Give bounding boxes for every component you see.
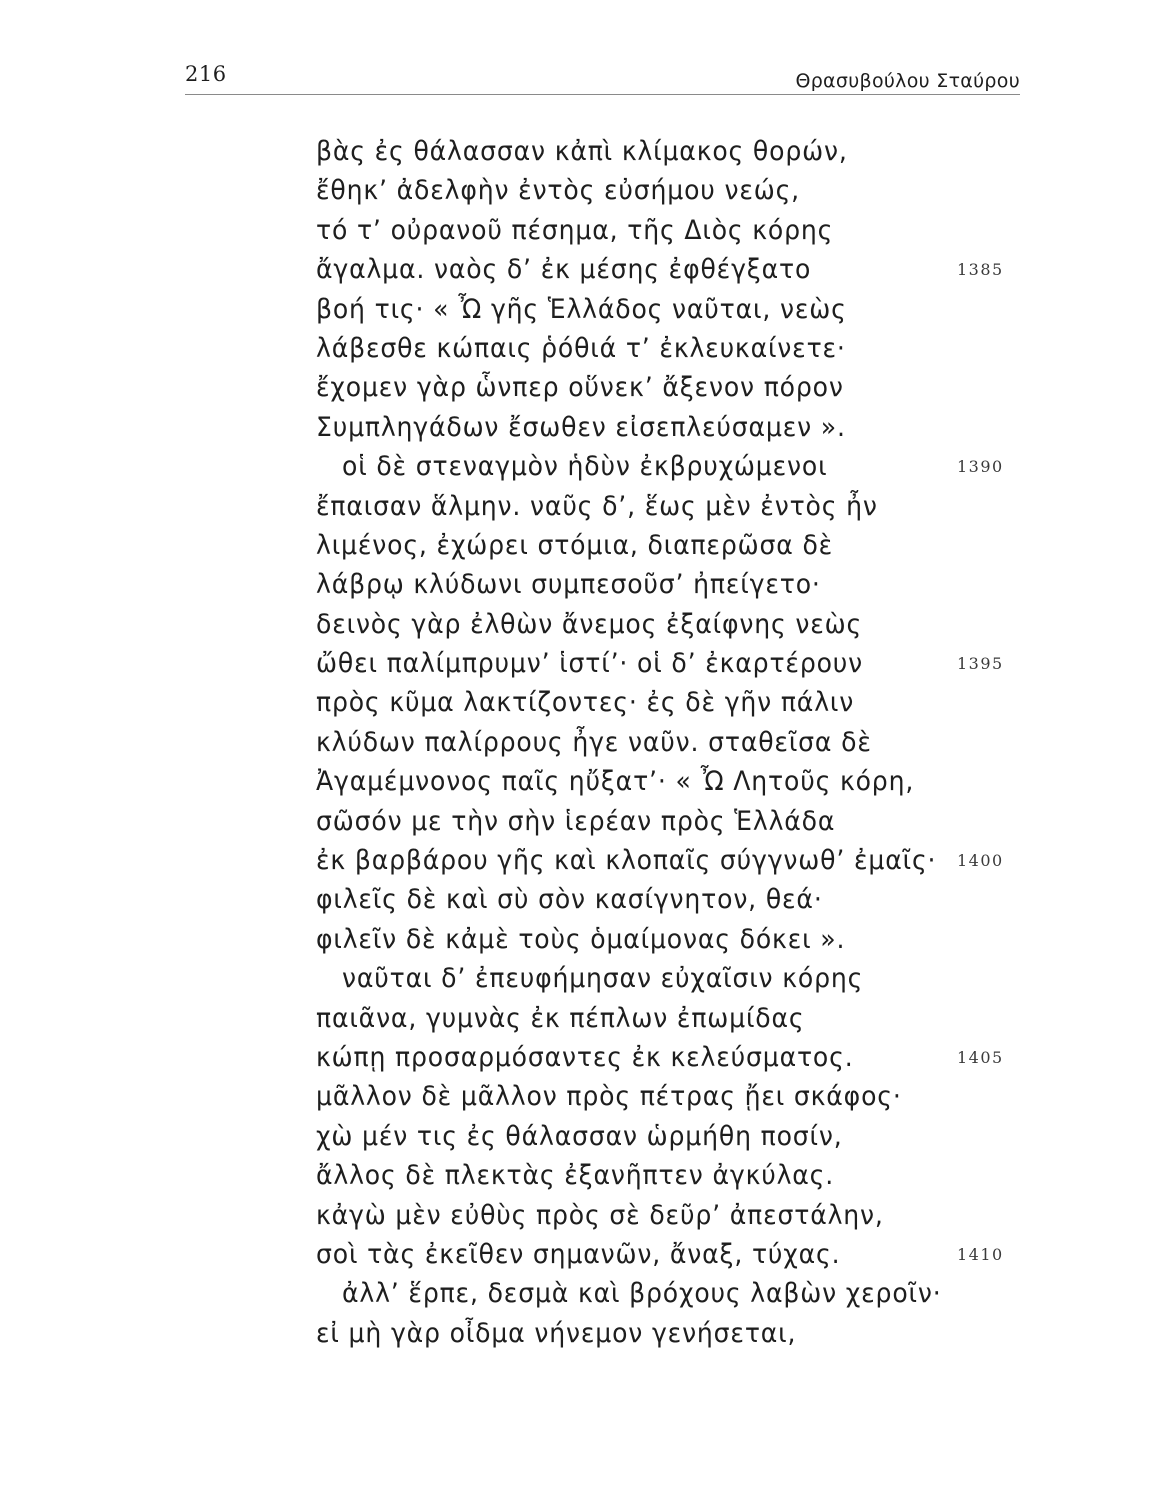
verse-text: ἔθηκ’ ἀδελφὴν ἐντὸς εὐσήμου νεώς,: [316, 175, 800, 207]
verse-line: [0, 567, 1151, 606]
verse-text: Ἀγαμέμνονος παῖς ηὔξατ’· « Ὦ Λητοῦς κόρη,: [316, 766, 915, 798]
verse-line: [0, 134, 1151, 173]
verse-text: σοὶ τὰς ἐκεῖθεν σημανῶν, ἄναξ, τύχας.: [316, 1238, 841, 1270]
verse-text: φιλεῖν δὲ κἀμὲ τοὺς ὁμαίμονας δόκει ».: [316, 923, 846, 955]
verse-line: [0, 607, 1151, 646]
line-number: 1390: [957, 457, 1004, 477]
verse-line: [0, 764, 1151, 803]
verse-text: ἄλλος δὲ πλεκτὰς ἐξανῆπτεν ἀγκύλας.: [316, 1160, 835, 1192]
verse-text: χὼ μέν τις ἐς θάλασσαν ὡρμήθη ποσίν,: [316, 1120, 843, 1152]
verse-line: [0, 725, 1151, 764]
verse-text: ἔπαισαν ἅλμην. ναῦς δ’, ἕως μὲν ἐντὸς ἦν: [316, 490, 878, 522]
line-number: 1405: [957, 1047, 1004, 1067]
verse-text: κἀγὼ μὲν εὐθὺς πρὸς σὲ δεῦρ’ ἀπεστάλην,: [316, 1199, 884, 1231]
verse-line: [0, 1001, 1151, 1040]
verse-text: κώπῃ προσαρμόσαντες ἐκ κελεύσματος.: [316, 1041, 854, 1073]
verse-line: [0, 1040, 1151, 1079]
verse-line: [0, 1276, 1151, 1315]
verse-line: [0, 685, 1151, 724]
verse-text: ἄγαλμα. ναὸς δ’ ἐκ μέσης ἐφθέγξατο: [316, 254, 812, 286]
verse-text: μᾶλλον δὲ μᾶλλον πρὸς πέτρας ᾔει σκάφος·: [316, 1081, 902, 1113]
verse-line: [0, 489, 1151, 528]
verse-line: [0, 1119, 1151, 1158]
verse-text: ναῦται δ’ ἐπευφήμησαν εὐχαῖσιν κόρης: [342, 963, 864, 995]
verse-line: [0, 370, 1151, 409]
page-number: 216: [185, 62, 227, 86]
verse-text: ἔχομεν γὰρ ὧνπερ οὕνεκ’ ἄξενον πόρον: [316, 372, 844, 404]
verse-line: [0, 528, 1151, 567]
page-header: [185, 58, 1020, 95]
verse-text: βοή τις· « Ὦ γῆς Ἑλλάδος ναῦται, νεὼς: [316, 293, 847, 325]
verse-text: Συμπληγάδων ἔσωθεν εἰσεπλεύσαμεν ».: [316, 411, 846, 443]
verse-line: [0, 1158, 1151, 1197]
verse-line: [0, 1237, 1151, 1276]
verse-line: [0, 882, 1151, 921]
verse-text: σῶσόν με τὴν σὴν ἱερέαν πρὸς Ἑλλάδα: [316, 805, 836, 837]
verse-text: λάβρῳ κλύδωνι συμπεσοῦσ’ ἠπείγετο·: [316, 569, 821, 601]
line-number: 1410: [957, 1244, 1004, 1264]
verse-line: [0, 922, 1151, 961]
running-head: Θρασυβούλου Σταύρου: [795, 70, 1020, 92]
line-number: 1385: [957, 260, 1004, 280]
verse-line: [0, 646, 1151, 685]
verse-text: λάβεσθε κώπαις ῥόθιά τ’ ἐκλευκαίνετε·: [316, 332, 846, 364]
verse-text: λιμένος, ἐχώρει στόμια, διαπερῶσα δὲ: [316, 529, 834, 561]
verse-text: κλύδων παλίρρους ἦγε ναῦν. σταθεῖσα δὲ: [316, 726, 872, 758]
verse-line: [0, 961, 1151, 1000]
verse-text: βὰς ἐς θάλασσαν κἀπὶ κλίμακος θορών,: [316, 136, 848, 167]
line-number: 1400: [957, 851, 1004, 871]
verse-text: παιᾶνα, γυμνὰς ἐκ πέπλων ἐπωμίδας: [316, 1002, 805, 1034]
verse-line: [0, 1198, 1151, 1237]
line-number: 1395: [957, 654, 1004, 674]
verse-line: [0, 449, 1151, 488]
verse-line: [0, 331, 1151, 370]
verse-text: τό τ’ οὐρανοῦ πέσημα, τῆς Διὸς κόρης: [316, 214, 834, 246]
verse-line: [0, 804, 1151, 843]
verse-text: οἱ δὲ στεναγμὸν ἡδὺν ἐκβρυχώμενοι: [342, 451, 828, 483]
verse-line: [0, 410, 1151, 449]
verse-text: πρὸς κῦμα λακτίζοντες· ἐς δὲ γῆν πάλιν: [316, 687, 855, 719]
verse-line: [0, 843, 1151, 882]
verse-text: ἐκ βαρβάρου γῆς καὶ κλοπαῖς σύγγνωθ’ ἐμαῖς·: [316, 845, 937, 877]
verse-block: [0, 134, 1151, 1355]
verse-line: [0, 213, 1151, 252]
verse-line: [0, 252, 1151, 291]
verse-line: [0, 1316, 1151, 1355]
verse-line: [0, 292, 1151, 331]
verse-text: εἰ μὴ γὰρ οἶδμα νήνεμον γενήσεται,: [316, 1317, 797, 1349]
verse-text: ἀλλ’ ἕρπε, δεσμὰ καὶ βρόχους λαβὼν χεροῖν·: [342, 1278, 942, 1310]
verse-text: φιλεῖς δὲ καὶ σὺ σὸν κασίγνητον, θεά·: [316, 884, 823, 916]
verse-text: ὤθει παλίμπρυμν’ ἱστί’· οἱ δ’ ἐκαρτέρουν: [316, 648, 864, 680]
verse-text: δεινὸς γὰρ ἐλθὼν ἄνεμος ἐξαίφνης νεὼς: [316, 608, 863, 640]
verse-line: [0, 173, 1151, 212]
verse-line: [0, 1079, 1151, 1118]
